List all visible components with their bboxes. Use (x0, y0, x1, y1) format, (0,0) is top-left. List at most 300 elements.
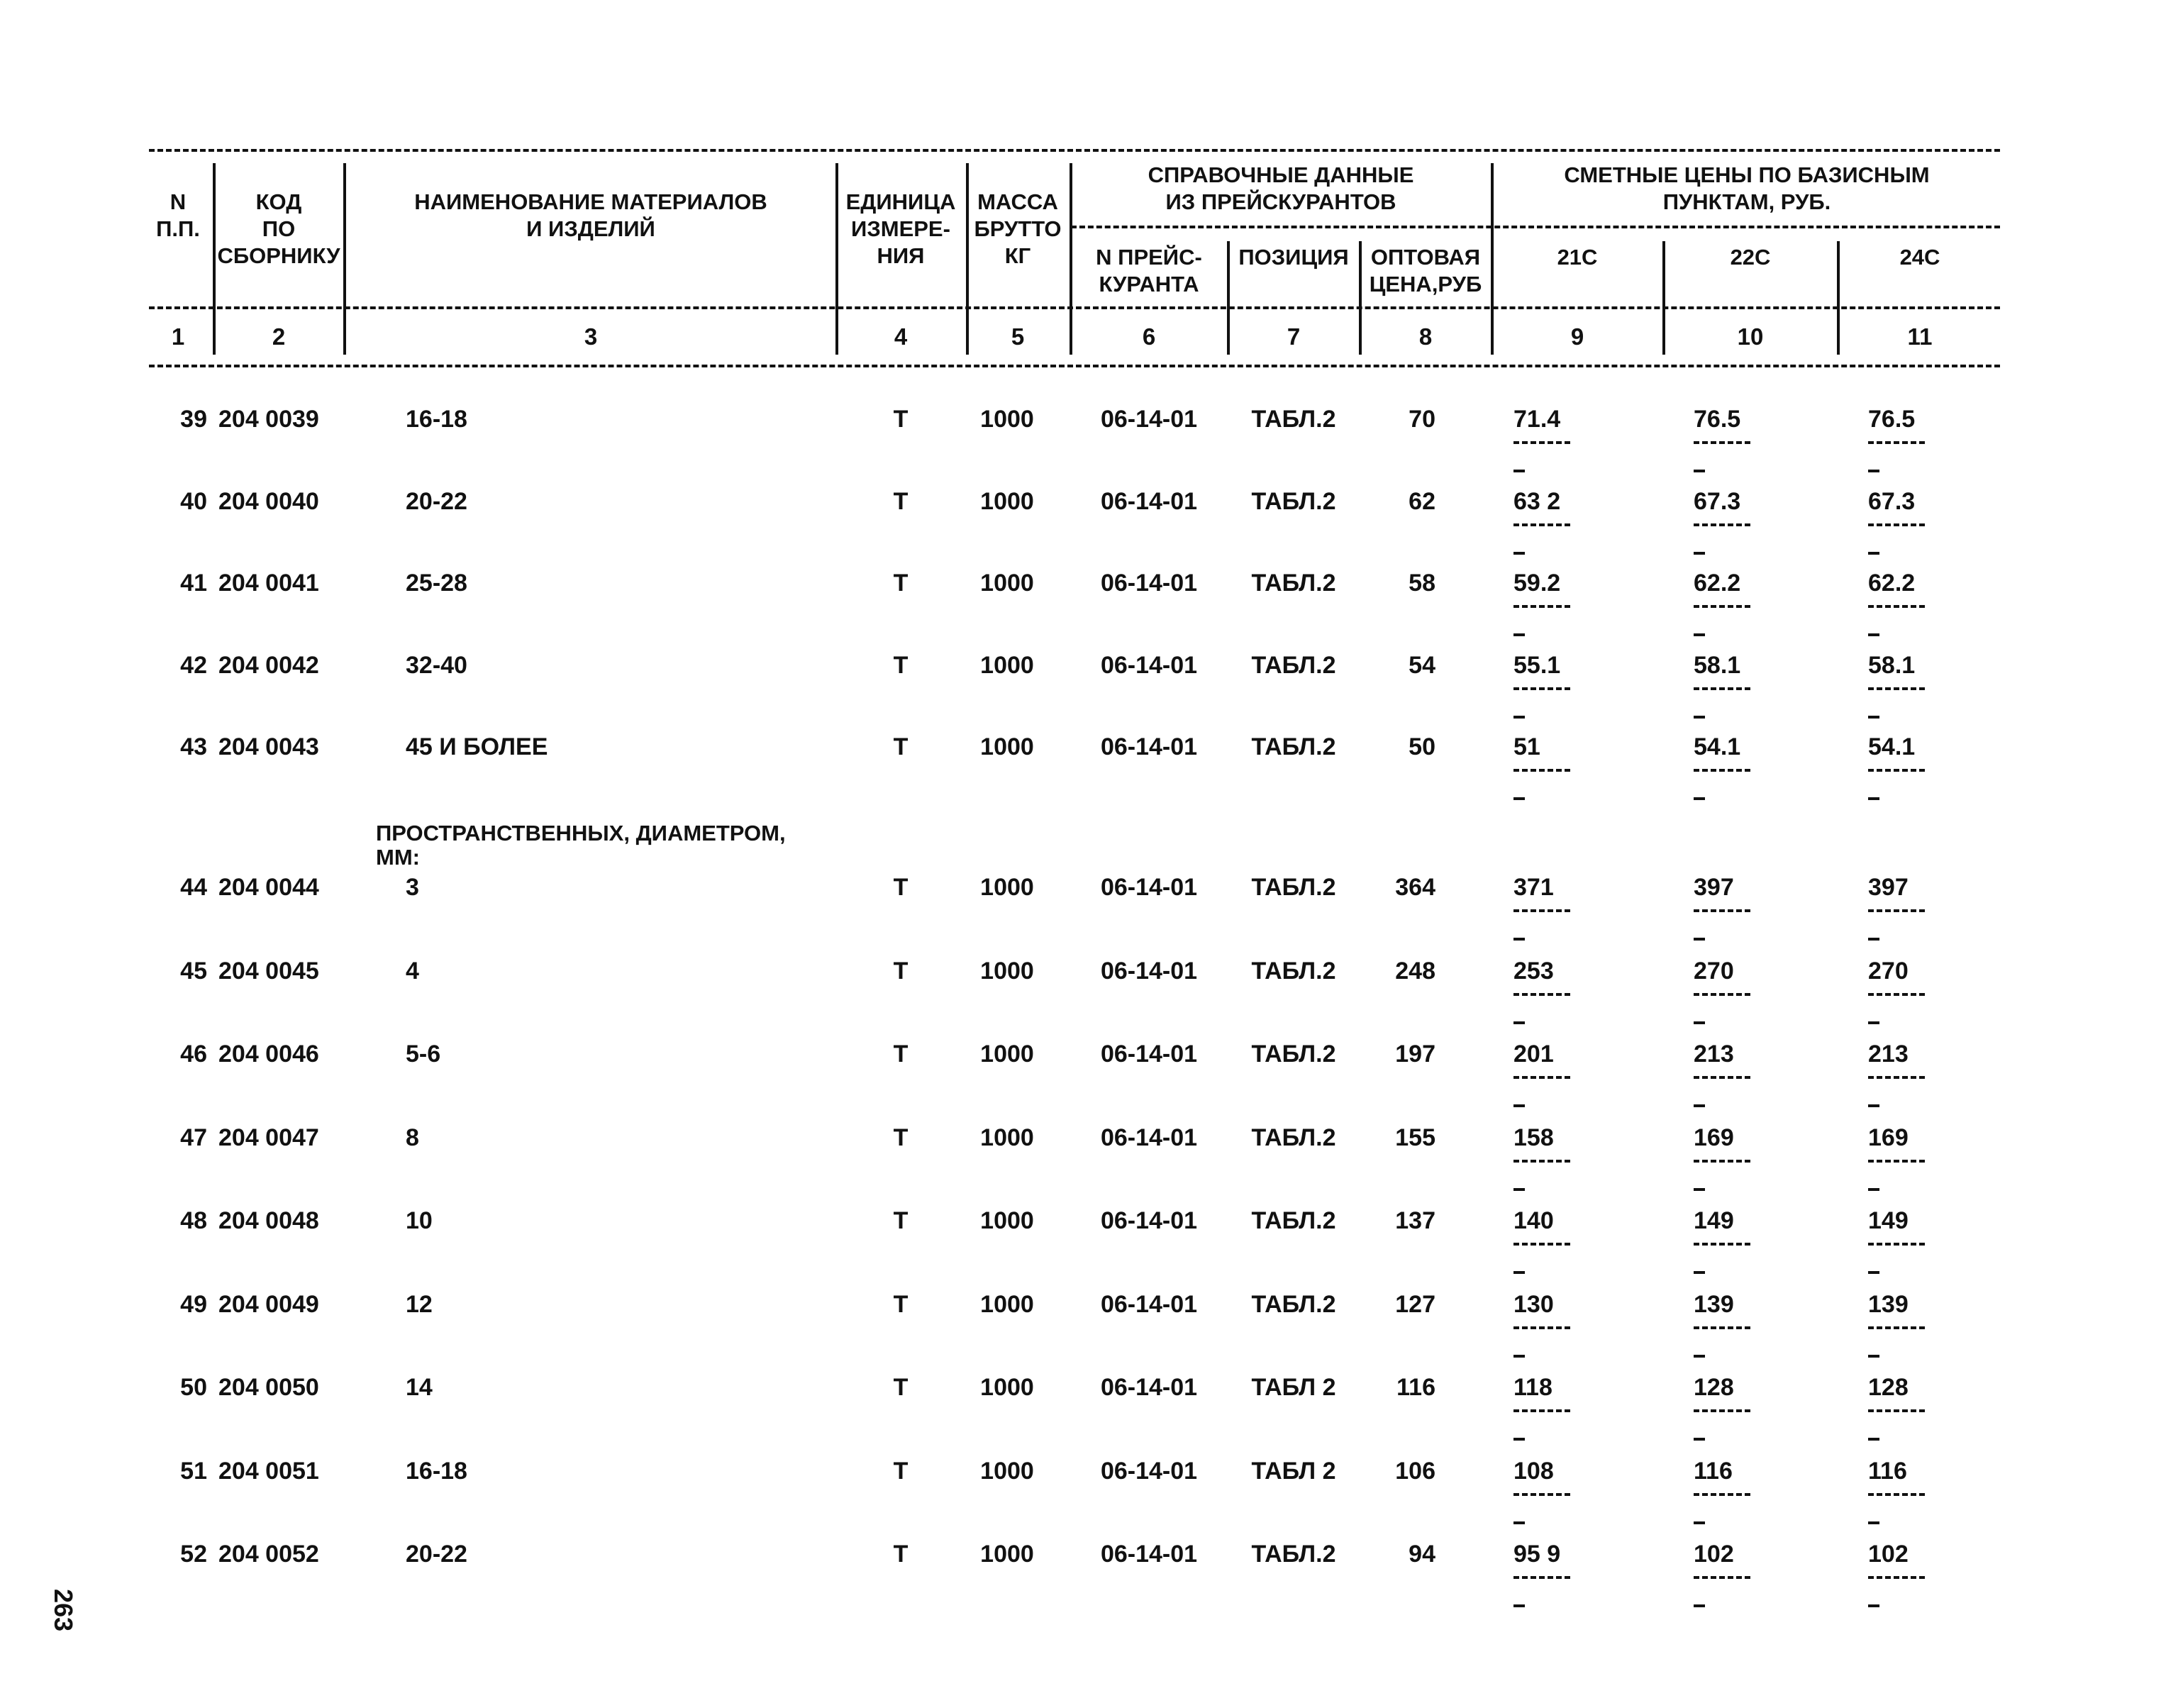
wholesale-price-cell: 70 (1409, 406, 1435, 433)
price-21c-cell (1513, 652, 1560, 680)
wholesale-price-cell: 248 (1395, 958, 1435, 985)
header-prices-group: СМЕТНЫЕ ЦЕНЫ ПО БАЗИСНЫМ ПУНКТАМ, РУБ. (1564, 162, 1930, 214)
table-row (0, 488, 2183, 545)
position-cell: ТАБЛ.2 (1251, 1291, 1336, 1318)
table-row (0, 570, 2183, 626)
price-22c-cell (1694, 1041, 1734, 1068)
price-value: 54.1 (1868, 733, 1916, 760)
table-row (0, 652, 2183, 709)
code-cell: 204 0044 (218, 874, 319, 901)
fraction-rule (1513, 909, 1570, 912)
price-value: 95 9 (1513, 1541, 1561, 1568)
fraction-rule (1694, 1243, 1750, 1246)
position-cell: ТАБЛ 2 (1251, 1374, 1336, 1401)
price-value: 169 (1694, 1124, 1734, 1151)
price-list-cell: 06-14-01 (1100, 488, 1198, 515)
column-number: 3 (584, 323, 598, 350)
table-row (0, 1458, 2183, 1514)
fraction-rule (1694, 1409, 1750, 1412)
fraction-rule (1694, 909, 1750, 912)
price-24c-cell (1868, 1041, 1909, 1068)
fraction-rule (1868, 769, 1925, 772)
price-value: 397 (1868, 874, 1909, 901)
fraction-rule (1513, 441, 1570, 444)
unit-cell: Т (893, 1207, 909, 1234)
mass-cell: 1000 (980, 1541, 1034, 1568)
price-value: 102 (1868, 1541, 1909, 1568)
price-24c-cell (1868, 488, 1915, 516)
fraction-tick (1513, 633, 1525, 636)
fraction-rule (1868, 1243, 1925, 1246)
price-21c-cell (1513, 406, 1560, 433)
position-cell: ТАБЛ.2 (1251, 958, 1336, 985)
fraction-tick (1513, 1355, 1525, 1358)
fraction-tick (1868, 552, 1879, 555)
fraction-rule (1868, 909, 1925, 912)
unit-cell: Т (893, 1291, 909, 1318)
material-name-cell: 8 (406, 1124, 419, 1151)
wholesale-price-cell: 50 (1409, 733, 1435, 760)
price-value: 62.2 (1868, 570, 1916, 597)
header-bottom-rule (149, 365, 2000, 367)
fraction-rule (1513, 1409, 1570, 1412)
mass-cell: 1000 (980, 1207, 1034, 1234)
fraction-tick (1868, 1021, 1879, 1024)
material-name-cell: 10 (406, 1207, 433, 1234)
price-value: 51 (1513, 733, 1540, 760)
row-number-cell: 52 (180, 1541, 207, 1568)
price-value: 58.1 (1694, 652, 1741, 679)
price-24c-cell (1868, 874, 1909, 902)
material-name-cell: 16-18 (406, 406, 467, 433)
fraction-rule (1868, 1160, 1925, 1163)
code-cell: 204 0043 (218, 733, 319, 760)
price-value: 253 (1513, 958, 1554, 985)
fraction-tick (1513, 1521, 1525, 1524)
material-name-cell: 14 (406, 1374, 433, 1401)
mass-cell: 1000 (980, 488, 1034, 515)
position-cell: ТАБЛ 2 (1251, 1458, 1336, 1485)
material-name-cell: 12 (406, 1291, 433, 1318)
fraction-rule (1694, 687, 1750, 690)
position-cell: ТАБЛ.2 (1251, 1124, 1336, 1151)
header-top-rule (149, 149, 2000, 152)
price-value: 67.3 (1694, 488, 1741, 515)
price-list-cell: 06-14-01 (1100, 874, 1198, 901)
header-reference-group: СПРАВОЧНЫЕ ДАННЫЕ ИЗ ПРЕЙСКУРАНТОВ (1148, 162, 1414, 214)
fraction-tick (1513, 716, 1525, 719)
price-22c-cell (1694, 958, 1734, 985)
price-value: 149 (1694, 1207, 1734, 1234)
price-value: 213 (1694, 1041, 1734, 1068)
fraction-rule (1513, 1160, 1570, 1163)
fraction-tick (1513, 1188, 1525, 1191)
price-21c-cell (1513, 1458, 1554, 1485)
price-list-cell: 06-14-01 (1100, 1041, 1198, 1068)
fraction-rule (1694, 605, 1750, 608)
price-value: 213 (1868, 1041, 1909, 1068)
unit-cell: Т (893, 1124, 909, 1151)
position-cell: ТАБЛ.2 (1251, 1041, 1336, 1068)
price-list-cell: 06-14-01 (1100, 958, 1198, 985)
fraction-tick (1513, 1271, 1525, 1274)
price-value: 108 (1513, 1458, 1554, 1485)
price-value: 118 (1513, 1374, 1552, 1401)
fraction-tick (1513, 938, 1525, 941)
fraction-rule (1694, 1576, 1750, 1579)
price-list-cell: 06-14-01 (1100, 733, 1198, 760)
price-list-cell: 06-14-01 (1100, 1291, 1198, 1318)
fraction-rule (1868, 441, 1925, 444)
fraction-rule (1513, 993, 1570, 996)
fraction-tick (1868, 1438, 1879, 1441)
code-cell: 204 0041 (218, 570, 319, 597)
price-value: 140 (1513, 1207, 1554, 1234)
unit-cell: Т (893, 1374, 909, 1401)
price-value: 128 (1868, 1374, 1909, 1401)
wholesale-price-cell: 106 (1395, 1458, 1435, 1485)
price-value: 149 (1868, 1207, 1909, 1234)
fraction-rule (1513, 1326, 1570, 1329)
page-number: 263 (49, 1589, 78, 1632)
fraction-rule (1694, 1326, 1750, 1329)
price-value: 130 (1513, 1291, 1554, 1318)
material-name-cell: 20-22 (406, 488, 467, 515)
code-cell: 204 0042 (218, 652, 319, 679)
fraction-tick (1694, 633, 1705, 636)
unit-cell: Т (893, 570, 909, 597)
row-number-cell: 40 (180, 488, 207, 515)
price-value: 270 (1868, 958, 1909, 985)
fraction-rule (1513, 605, 1570, 608)
price-21c-cell (1513, 1041, 1554, 1068)
column-number: 6 (1142, 323, 1156, 350)
column-number: 11 (1907, 323, 1933, 350)
material-name-cell: 32-40 (406, 652, 467, 679)
code-cell: 204 0051 (218, 1458, 319, 1485)
row-number-cell: 50 (180, 1374, 207, 1401)
header-price-list: N ПРЕЙС- КУРАНТА (1096, 245, 1202, 296)
price-24c-cell (1868, 1541, 1909, 1568)
row-number-cell: 47 (180, 1124, 207, 1151)
mass-cell: 1000 (980, 570, 1034, 597)
header-price-21c: 21С (1557, 245, 1598, 270)
price-list-cell: 06-14-01 (1100, 652, 1198, 679)
position-cell: ТАБЛ.2 (1251, 406, 1336, 433)
position-cell: ТАБЛ.2 (1251, 652, 1336, 679)
header-row-number: N П.П. (156, 189, 200, 241)
fraction-rule (1513, 687, 1570, 690)
price-22c-cell (1694, 406, 1740, 433)
price-22c-cell (1694, 1541, 1734, 1568)
fraction-rule (1694, 441, 1750, 444)
price-value: 139 (1868, 1291, 1909, 1318)
fraction-rule (1694, 523, 1750, 526)
material-name-cell: 16-18 (406, 1458, 467, 1485)
code-cell: 204 0046 (218, 1041, 319, 1068)
code-cell: 204 0050 (218, 1374, 319, 1401)
price-value: 270 (1694, 958, 1734, 985)
column-number: 4 (894, 323, 908, 350)
fraction-rule (1513, 1243, 1570, 1246)
price-24c-cell (1868, 733, 1915, 761)
price-value: 54.1 (1694, 733, 1741, 760)
price-24c-cell (1868, 1124, 1909, 1152)
row-number-cell: 44 (180, 874, 207, 901)
mass-cell: 1000 (980, 733, 1034, 760)
unit-cell: Т (893, 488, 909, 515)
price-list-cell: 06-14-01 (1100, 1124, 1198, 1151)
header-price-24c: 24С (1899, 245, 1940, 270)
price-list-cell: 06-14-01 (1100, 1207, 1198, 1234)
price-value: 169 (1868, 1124, 1909, 1151)
material-name-cell: 5-6 (406, 1041, 441, 1068)
code-cell: 204 0047 (218, 1124, 319, 1151)
table-row (0, 958, 2183, 1014)
unit-cell: Т (893, 406, 909, 433)
fraction-tick (1694, 1438, 1705, 1441)
mass-cell: 1000 (980, 958, 1034, 985)
wholesale-price-cell: 116 (1396, 1374, 1435, 1401)
mass-cell: 1000 (980, 1124, 1034, 1151)
header-separator (343, 163, 346, 355)
fraction-tick (1513, 1021, 1525, 1024)
price-21c-cell (1513, 874, 1554, 902)
wholesale-price-cell: 127 (1395, 1291, 1435, 1318)
price-list-cell: 06-14-01 (1100, 1458, 1198, 1485)
fraction-rule (1513, 769, 1570, 772)
fraction-rule (1868, 1409, 1925, 1412)
price-22c-cell (1694, 1291, 1734, 1319)
fraction-tick (1694, 1271, 1705, 1274)
wholesale-price-cell: 155 (1395, 1124, 1435, 1151)
fraction-tick (1513, 1438, 1525, 1441)
position-cell: ТАБЛ.2 (1251, 488, 1336, 515)
price-list-cell: 06-14-01 (1100, 570, 1198, 597)
unit-cell: Т (893, 874, 909, 901)
table-row (0, 1041, 2183, 1097)
wholesale-price-cell: 54 (1409, 652, 1435, 679)
column-number: 5 (1011, 323, 1025, 350)
price-22c-cell (1694, 874, 1734, 902)
fraction-rule (1868, 1493, 1925, 1496)
price-value: 55.1 (1513, 652, 1561, 679)
code-cell: 204 0040 (218, 488, 319, 515)
price-24c-cell (1868, 958, 1909, 985)
price-value: 58.1 (1868, 652, 1916, 679)
fraction-rule (1513, 523, 1570, 526)
fraction-tick (1513, 1104, 1525, 1107)
mass-cell: 1000 (980, 874, 1034, 901)
fraction-tick (1694, 1021, 1705, 1024)
price-value: 76.5 (1694, 406, 1741, 433)
price-value: 102 (1694, 1541, 1734, 1568)
price-value: 71.4 (1513, 406, 1561, 433)
price-21c-cell (1513, 1207, 1554, 1235)
fraction-tick (1868, 1355, 1879, 1358)
price-value: 116 (1868, 1458, 1907, 1485)
fraction-tick (1513, 1604, 1525, 1607)
unit-cell: Т (893, 1041, 909, 1068)
unit-cell: Т (893, 652, 909, 679)
price-24c-cell (1868, 652, 1915, 680)
mass-cell: 1000 (980, 1041, 1034, 1068)
price-list-cell: 06-14-01 (1100, 406, 1198, 433)
fraction-tick (1694, 470, 1705, 472)
wholesale-price-cell: 137 (1395, 1207, 1435, 1234)
price-value: 63 2 (1513, 488, 1561, 515)
row-number-cell: 51 (180, 1458, 207, 1485)
price-value: 397 (1694, 874, 1734, 901)
unit-cell: Т (893, 958, 909, 985)
wholesale-price-cell: 364 (1395, 874, 1435, 901)
fraction-rule (1868, 1576, 1925, 1579)
fraction-tick (1868, 938, 1879, 941)
price-24c-cell (1868, 1207, 1909, 1235)
price-list-cell: 06-14-01 (1100, 1541, 1198, 1568)
position-cell: ТАБЛ.2 (1251, 1207, 1336, 1234)
code-cell: 204 0049 (218, 1291, 319, 1318)
price-21c-cell (1513, 1291, 1554, 1319)
code-cell: 204 0048 (218, 1207, 319, 1234)
column-number: 2 (272, 323, 286, 350)
table-row (0, 1124, 2183, 1181)
fraction-tick (1694, 716, 1705, 719)
fraction-rule (1868, 687, 1925, 690)
material-name-cell: 25-28 (406, 570, 467, 597)
fraction-tick (1868, 1604, 1879, 1607)
wholesale-price-cell: 62 (1409, 488, 1435, 515)
header-code: КОД ПО СБОРНИКУ (217, 189, 340, 268)
row-number-cell: 46 (180, 1041, 207, 1068)
fraction-rule (1868, 993, 1925, 996)
mass-cell: 1000 (980, 1374, 1034, 1401)
position-cell: ТАБЛ.2 (1251, 733, 1336, 760)
price-22c-cell (1694, 488, 1740, 516)
header-mass: МАССА БРУТТО КГ (974, 189, 1062, 268)
column-number: 10 (1737, 323, 1764, 350)
mass-cell: 1000 (980, 652, 1034, 679)
price-22c-cell (1694, 652, 1740, 680)
material-name-cell: 3 (406, 874, 419, 901)
header-subgroup-rule (1071, 226, 2000, 228)
fraction-tick (1868, 1271, 1879, 1274)
price-value: 139 (1694, 1291, 1734, 1318)
price-value: 76.5 (1868, 406, 1916, 433)
material-name-cell: 45 И БОЛЕЕ (406, 733, 548, 760)
price-21c-cell (1513, 1374, 1552, 1402)
material-name-cell: 4 (406, 958, 419, 985)
fraction-rule (1694, 769, 1750, 772)
header-material-name: НАИМЕНОВАНИЕ МАТЕРИАЛОВ И ИЗДЕЛИЙ (414, 189, 767, 241)
code-cell: 204 0052 (218, 1541, 319, 1568)
table-row (0, 733, 2183, 790)
fraction-tick (1868, 716, 1879, 719)
fraction-rule (1694, 1160, 1750, 1163)
table-row (0, 1207, 2183, 1264)
fraction-rule (1694, 1493, 1750, 1496)
row-number-cell: 48 (180, 1207, 207, 1234)
price-24c-cell (1868, 406, 1915, 433)
price-21c-cell (1513, 958, 1554, 985)
price-22c-cell (1694, 1207, 1734, 1235)
fraction-rule (1868, 1326, 1925, 1329)
fraction-tick (1694, 1104, 1705, 1107)
mass-cell: 1000 (980, 406, 1034, 433)
material-name-cell: 20-22 (406, 1541, 467, 1568)
row-number-cell: 39 (180, 406, 207, 433)
fraction-tick (1694, 1521, 1705, 1524)
fraction-tick (1694, 1604, 1705, 1607)
table-row (0, 1541, 2183, 1597)
fraction-tick (1868, 797, 1879, 800)
price-21c-cell (1513, 1124, 1554, 1152)
price-value: 116 (1694, 1458, 1733, 1485)
fraction-rule (1868, 523, 1925, 526)
position-cell: ТАБЛ.2 (1251, 874, 1336, 901)
price-value: 67.3 (1868, 488, 1916, 515)
row-number-cell: 43 (180, 733, 207, 760)
row-number-cell: 45 (180, 958, 207, 985)
fraction-rule (1868, 1076, 1925, 1079)
mass-cell: 1000 (980, 1458, 1034, 1485)
code-cell: 204 0045 (218, 958, 319, 985)
column-number: 1 (171, 323, 185, 350)
wholesale-price-cell: 197 (1395, 1041, 1435, 1068)
unit-cell: Т (893, 1541, 909, 1568)
code-cell: 204 0039 (218, 406, 319, 433)
price-value: 62.2 (1694, 570, 1741, 597)
price-24c-cell (1868, 570, 1915, 597)
fraction-rule (1513, 1576, 1570, 1579)
unit-cell: Т (893, 1458, 909, 1485)
fraction-tick (1694, 1355, 1705, 1358)
price-value: 371 (1513, 874, 1554, 901)
fraction-tick (1868, 470, 1879, 472)
price-24c-cell (1868, 1291, 1909, 1319)
header-unit: ЕДИНИЦА ИЗМЕРЕ- НИЯ (845, 189, 956, 268)
price-value: 59.2 (1513, 570, 1561, 597)
mass-cell: 1000 (980, 1291, 1034, 1318)
section-title: ПРОСТРАНСТВЕННЫХ, ДИАМЕТРОМ, ММ: (376, 821, 786, 870)
price-list-cell: 06-14-01 (1100, 1374, 1198, 1401)
wholesale-price-cell: 94 (1409, 1541, 1435, 1568)
header-wholesale-price: ОПТОВАЯ ЦЕНА,РУБ (1369, 245, 1482, 296)
price-21c-cell (1513, 1541, 1560, 1568)
fraction-tick (1694, 797, 1705, 800)
fraction-rule (1513, 1493, 1570, 1496)
row-number-cell: 49 (180, 1291, 207, 1318)
table-row (0, 406, 2183, 462)
price-22c-cell (1694, 1374, 1734, 1402)
price-22c-cell (1694, 1458, 1733, 1485)
fraction-tick (1868, 633, 1879, 636)
column-number: 7 (1287, 323, 1301, 350)
header-position: ПОЗИЦИЯ (1238, 245, 1349, 270)
price-value: 201 (1513, 1041, 1554, 1068)
fraction-tick (1868, 1188, 1879, 1191)
unit-cell: Т (893, 733, 909, 760)
price-22c-cell (1694, 1124, 1734, 1152)
price-value: 158 (1513, 1124, 1554, 1151)
price-value: 128 (1694, 1374, 1734, 1401)
price-21c-cell (1513, 733, 1540, 761)
fraction-tick (1868, 1104, 1879, 1107)
position-cell: ТАБЛ.2 (1251, 570, 1336, 597)
fraction-rule (1513, 1076, 1570, 1079)
price-24c-cell (1868, 1458, 1907, 1485)
table-row (0, 1291, 2183, 1348)
